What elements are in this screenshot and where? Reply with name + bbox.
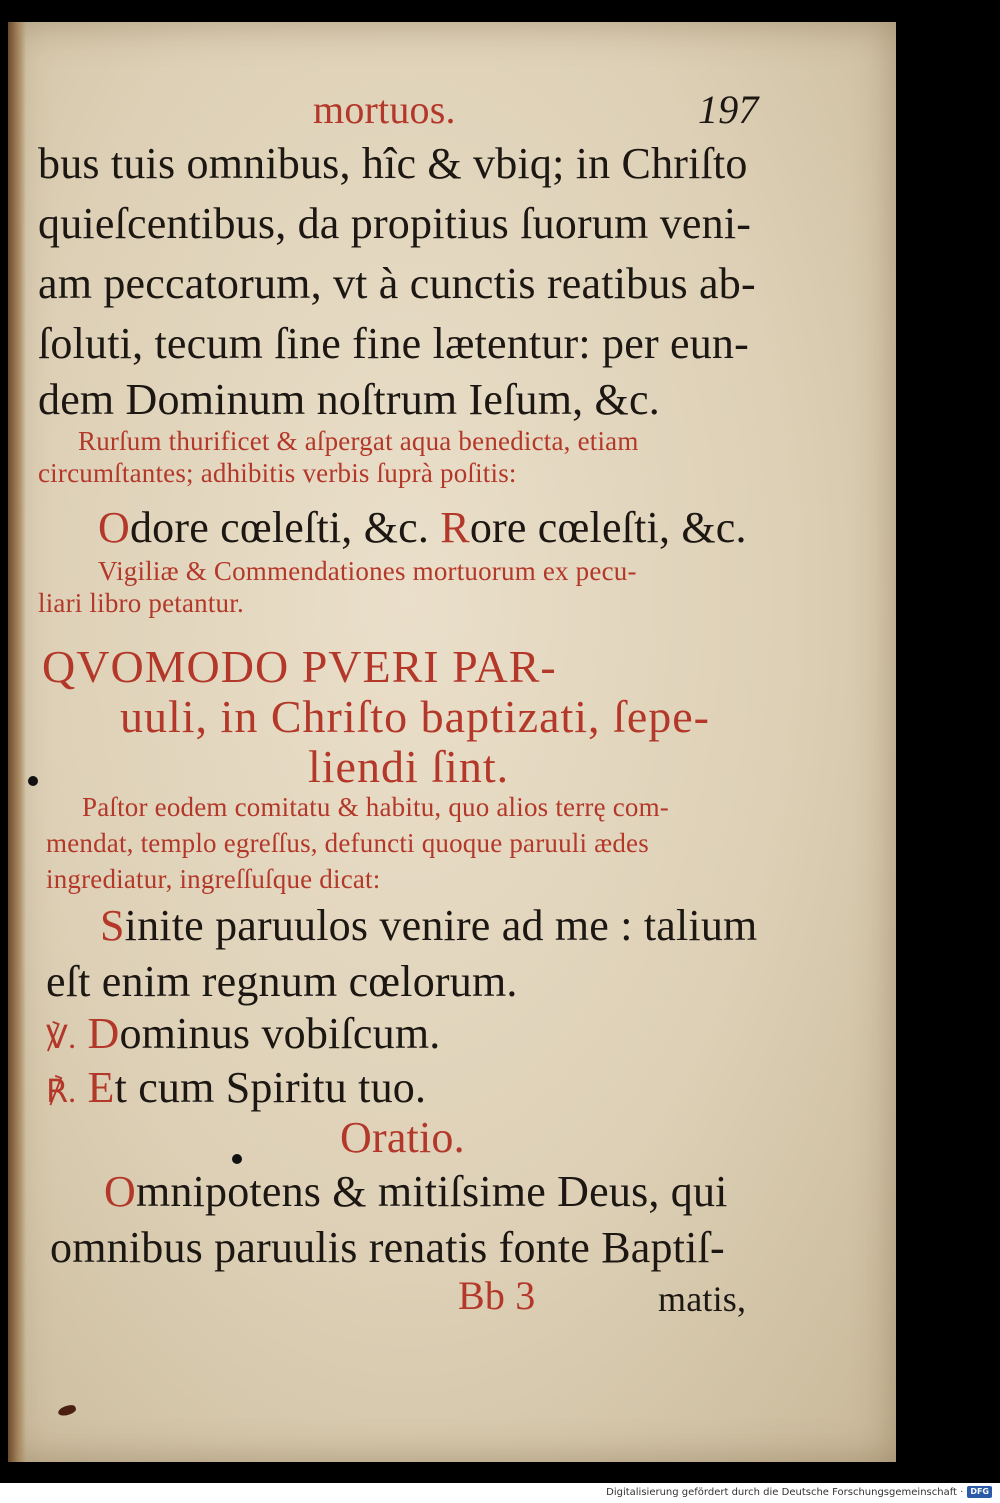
catchword: matis, [658, 1279, 747, 1319]
initial-o-prayer: O [104, 1167, 136, 1216]
rubric-3-line-2: mendat, templo egreſſus, defuncti quoque paruuli ædes [46, 828, 649, 858]
initial-s: S [100, 901, 125, 950]
oratio-heading: Oratio. [340, 1113, 465, 1162]
text-line-5: dem Dominum noſtrum Ieſum, &c. [38, 375, 660, 424]
stray-ink-dot-2 [232, 1154, 242, 1164]
text-line-1: bus tuis omnibus, hîc & vbiq; in Chriſto [38, 139, 748, 188]
book-page [8, 22, 896, 1462]
rubric-3-line-1: Paſtor eodem comitatu & habitu, quo alios terrę com- [82, 792, 669, 822]
initial-d: D [87, 1009, 120, 1058]
signature-mark: Bb 3 [458, 1273, 536, 1318]
versicle-line: ℣. Dominus vobiſcum. [46, 1009, 441, 1058]
text-line-2: quieſcentibus, da propitius ſuorum veni- [38, 199, 752, 248]
ink-blot [57, 1403, 77, 1418]
versicle-sign: ℣. [46, 1019, 77, 1055]
dfg-logo-icon: DFG [967, 1486, 992, 1498]
page-number: 197 [698, 87, 759, 132]
text-line-4: ſoluti, tecum ſine fine lætentur: per eun- [38, 319, 749, 368]
response-line: ℟. Et cum Spiritu tuo. [46, 1063, 427, 1112]
page-binding-edge [8, 22, 26, 1462]
prayer-line-1: Omnipotens & mitiſsime Deus, qui [104, 1167, 728, 1216]
section-heading-line-2: uuli, in Chriſto baptizati, ſepe- [120, 691, 710, 742]
section-heading-line-3: liendi ſint. [308, 741, 510, 792]
stray-ink-dot [28, 776, 38, 786]
rubric-2-line-2: liari libro petantur. [38, 588, 244, 618]
section-heading-line-1: QVOMODO PVERI PAR- [42, 641, 557, 692]
digitization-credit [606, 1486, 992, 1498]
response-sign: ℟. [46, 1073, 77, 1109]
odore-rore-line: Odore cœleſti, &c. Rore cœleſti, &c. [98, 503, 747, 552]
rubric-1-line-1: Rurſum thurificet & aſpergat aqua benedicta, etiam [78, 426, 639, 456]
credit-text: Digitalisierung gefördert durch die Deutsche Forschungsgemeinschaft · [606, 1486, 964, 1498]
initial-o: O [98, 503, 130, 552]
initial-e: E [87, 1063, 115, 1112]
prayer-line-2: omnibus paruulis renatis fonte Baptiſ- [50, 1223, 725, 1272]
sinite-line-2: eſt enim regnum cœlorum. [46, 957, 518, 1006]
initial-r: R [440, 503, 470, 552]
rubric-2-line-1: Vigiliæ & Commendationes mortuorum ex pecu- [98, 556, 637, 586]
sinite-line-1: Sinite paruulos venire ad me : talium [100, 901, 758, 950]
rubric-3-line-3: ingrediatur, ingreſſuſque dicat: [46, 864, 381, 894]
text-line-3: am peccatorum, vt à cunctis reatibus ab- [38, 259, 756, 308]
rubric-1-line-2: circumſtantes; adhibitis verbis ſuprà poſitis: [38, 458, 517, 488]
running-title: mortuos. [313, 87, 456, 132]
